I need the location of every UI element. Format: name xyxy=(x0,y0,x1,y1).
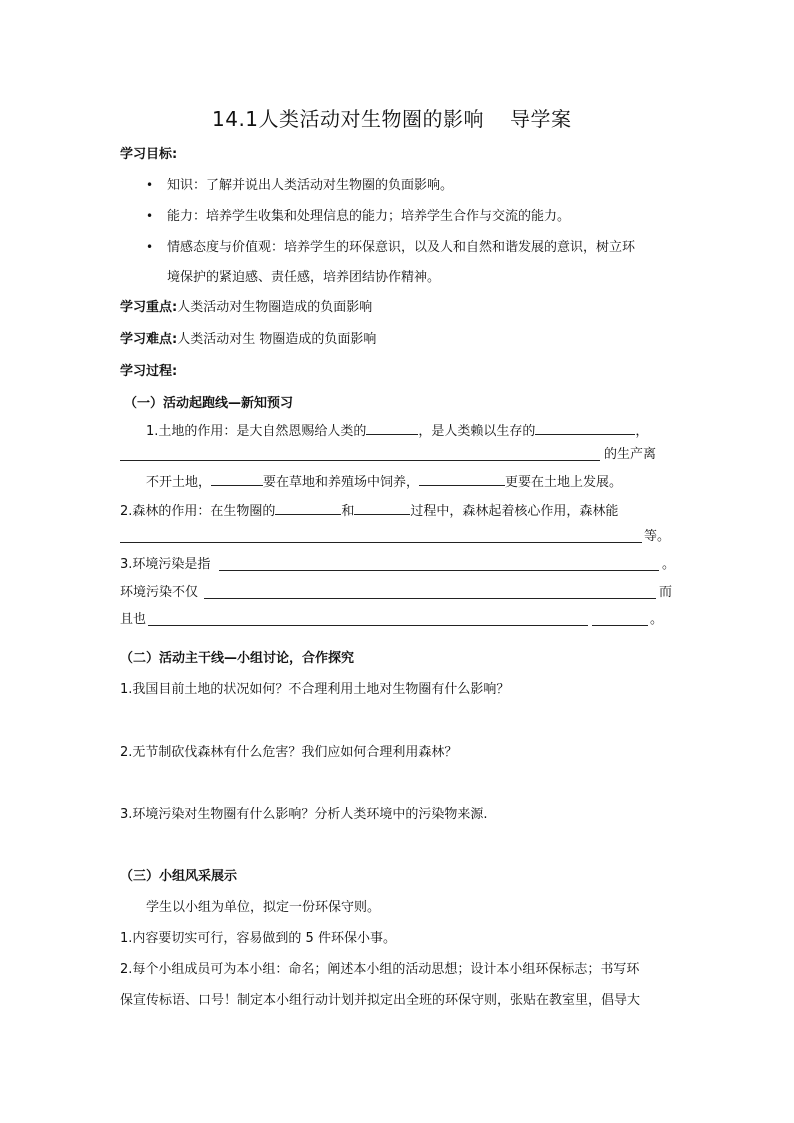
q1-blank-4[interactable] xyxy=(211,471,263,486)
q1-text-e: 不开土地， xyxy=(146,475,212,490)
document-title xyxy=(212,106,572,132)
bullet-icon: • xyxy=(146,240,154,254)
difficulty-label: 学习难点: xyxy=(120,332,178,347)
q2-text-b: 和 xyxy=(341,504,355,519)
q3-text-f: 。 xyxy=(650,612,664,627)
process-heading: 学习过程: xyxy=(120,364,178,379)
q1-blank-3[interactable] xyxy=(120,460,600,461)
q1-text-c: ， xyxy=(635,424,649,439)
q2-blank-2[interactable] xyxy=(354,500,410,515)
part2-question-2: 2.无节制砍伐森林有什么危害？我们应如何合理利用森林？ xyxy=(120,745,458,760)
part1-heading: （一）活动起跑线—新知预习 xyxy=(124,396,294,411)
q1-blank-1[interactable] xyxy=(366,420,418,435)
q1-text-g: 更要在土地上发展。 xyxy=(505,475,623,490)
q1-text-d: 的生产离 xyxy=(604,447,657,462)
part2-question-3: 3.环境污染对生物圈有什么影响？分析人类环境中的污染物来源. xyxy=(120,807,488,822)
part3-item-2: 2.每个小组成员可为本小组：命名；阐述本小组的活动思想；设计本小组环保标志；书写环 xyxy=(120,962,640,977)
objective-attitude-cont: 境保护的紧迫感、责任感，培养团结协作精神。 xyxy=(167,270,441,285)
q1-text-a: 1.土地的作用：是大自然恩赐给人类的 xyxy=(146,424,367,439)
part3-item-2-cont: 保宣传标语、口号！制定本小组行动计划并拟定出全班的环保守则，张贴在教室里，倡导大 xyxy=(120,993,641,1008)
key-point-label: 学习重点: xyxy=(120,300,178,315)
q2-text-d: 等。 xyxy=(644,529,671,544)
objective-attitude: 情感态度与价值观：培养学生的环保意识，以及人和自然和谐发展的意识，树立环 xyxy=(167,240,636,255)
bullet-icon: • xyxy=(146,178,154,192)
part3-item-1: 1.内容要切实可行，容易做到的 5 件环保小事。 xyxy=(120,931,396,946)
bullet-icon: • xyxy=(146,209,154,223)
part3-heading: （三）小组风采展示 xyxy=(120,869,238,884)
q2-text-a: 2.森林的作用：在生物圈的 xyxy=(120,504,276,519)
q1-line3 xyxy=(146,471,622,492)
objective-ability: 能力：培养学生收集和处理信息的能力；培养学生合作与交流的能力。 xyxy=(167,209,571,224)
q1-blank-2[interactable] xyxy=(535,420,635,435)
q3-blank-1[interactable] xyxy=(219,570,659,571)
q1-text-b: ，是人类赖以生存的 xyxy=(418,424,536,439)
q1-text-f: 要在草地和养殖场中饲养， xyxy=(263,475,420,490)
part3-intro: 学生以小组为单位，拟定一份环保守则。 xyxy=(146,900,381,915)
q2-blank-3[interactable] xyxy=(120,542,642,543)
q3-text-a: 3.环境污染是指 xyxy=(120,557,211,572)
part2-question-1: 1.我国目前土地的状况如何？不合理利用土地对生物圈有什么影响？ xyxy=(120,682,510,697)
q3-text-b: 。 xyxy=(662,557,676,572)
objectives-heading: 学习目标: xyxy=(120,147,178,162)
title-suffix: 导学案 xyxy=(510,107,572,131)
difficulty-point xyxy=(120,331,376,349)
q1-blank-5[interactable] xyxy=(419,471,505,486)
key-point-text: 人类活动对生物圈造成的负面影响 xyxy=(177,300,373,315)
difficulty-text: 人类活动对生 物圈造成的负面影响 xyxy=(177,332,377,347)
q3-text-d: 而 xyxy=(659,585,673,600)
q3-text-e: 且也 xyxy=(120,612,147,627)
q3-text-c: 环境污染不仅 xyxy=(120,585,199,600)
q3-blank-2[interactable] xyxy=(204,598,656,599)
part2-heading: （二）活动主干线—小组讨论，合作探究 xyxy=(120,651,355,666)
q1-line1 xyxy=(146,420,648,441)
q3-blank-3[interactable] xyxy=(148,625,588,626)
title-main: 14.1人类活动对生物圈的影响 xyxy=(212,107,485,131)
objective-knowledge: 知识：了解并说出人类活动对生物圈的负面影响。 xyxy=(167,178,454,193)
q2-blank-1[interactable] xyxy=(275,500,341,515)
q2-text-c: 过程中，森林起着核心作用，森林能 xyxy=(410,504,619,519)
key-point xyxy=(120,299,372,317)
q3-blank-4[interactable] xyxy=(592,625,648,626)
q2-line1 xyxy=(120,500,618,521)
